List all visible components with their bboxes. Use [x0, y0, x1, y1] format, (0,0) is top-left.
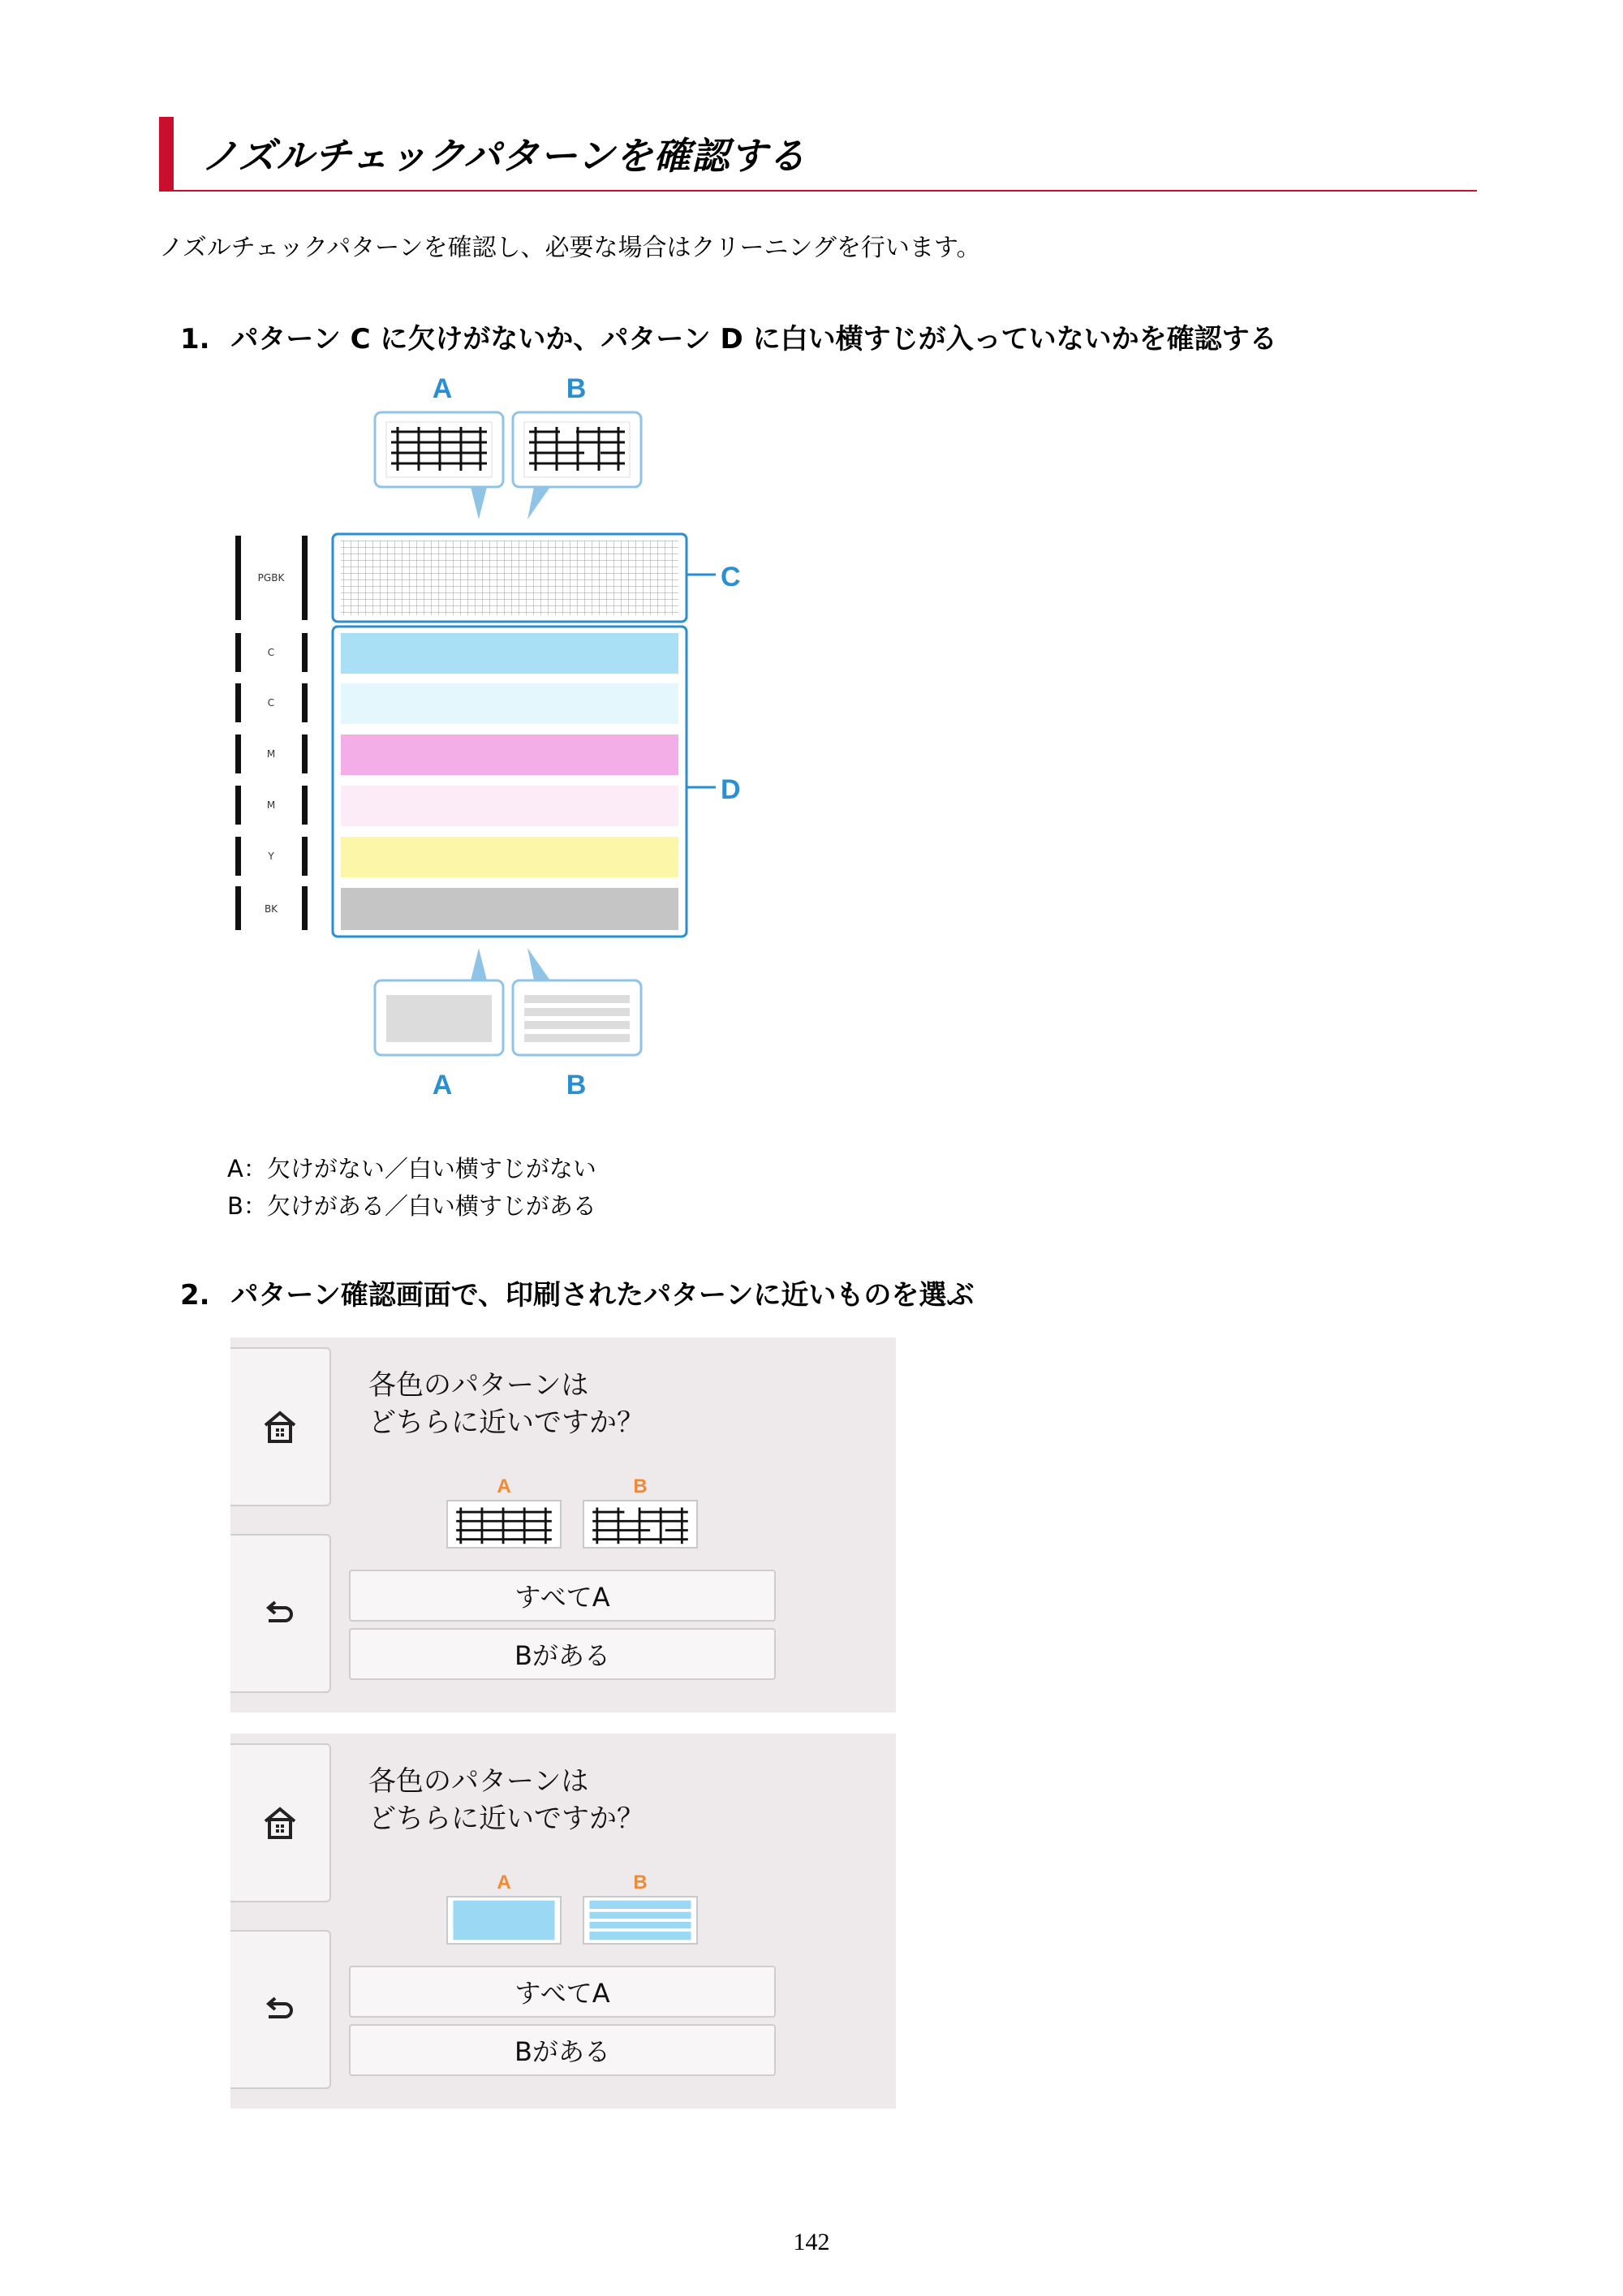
option-a-color-sample — [446, 1896, 562, 1945]
home-icon — [262, 1409, 298, 1445]
step-2-text: パターン確認画面で、印刷されたパターンに近いものを選ぶ — [230, 1279, 975, 1312]
b-exists-button[interactable]: Bがある — [349, 1628, 776, 1680]
legend-a: A：欠けがない／白い横すじがない — [227, 1155, 596, 1182]
top-callout-a — [375, 412, 503, 519]
question-line-2: どちらに近いですか？ — [368, 1803, 644, 1835]
top-label-a: A — [432, 373, 453, 404]
option-a-grid-sample — [446, 1500, 562, 1549]
bottom-label-a: A — [432, 1070, 453, 1101]
row-label-y: Y — [268, 851, 274, 862]
step-1 — [180, 317, 1277, 356]
row-label-m1: M — [266, 748, 276, 760]
option-a-sample — [443, 1475, 565, 1550]
option-b-sample — [579, 1872, 701, 1946]
pattern-c — [333, 534, 741, 622]
b-exists-button[interactable]: Bがある — [349, 2024, 776, 2076]
option-a-label: A — [497, 1475, 511, 1497]
question-line-2: どちらに近いですか？ — [368, 1406, 644, 1439]
step-1-text: パターン C に欠けがないか、パターン D に白い横すじが入っていないかを確認する — [230, 323, 1277, 355]
option-b-grid-sample — [583, 1500, 698, 1549]
pattern-confirm-screen-1 — [230, 1338, 896, 1712]
nozzle-check-pattern-diagram — [219, 365, 787, 1112]
option-b-label: B — [633, 1475, 648, 1497]
pattern-d — [333, 627, 741, 937]
step-1-number: 1. — [180, 323, 210, 355]
intro-text: ノズルチェックパターンを確認し、必要な場合はクリーニングを行います。 — [159, 234, 981, 262]
title-accent-bar — [159, 117, 174, 190]
page-title: ノズルチェックパターンを確認する — [201, 134, 807, 178]
option-a-label: A — [497, 1872, 511, 1893]
all-a-button[interactable]: すべてA — [349, 1966, 776, 2018]
question-line-1: 各色のパターンは — [368, 1369, 589, 1402]
pattern-c-label: C — [721, 562, 741, 592]
question-text — [368, 1367, 644, 1441]
row-label-c2: C — [267, 697, 275, 709]
step-2-number: 2. — [180, 1279, 210, 1312]
all-a-button[interactable]: すべてA — [349, 1570, 776, 1622]
pattern-confirm-screen-2 — [230, 1734, 896, 2109]
row-label-m2: M — [266, 799, 276, 811]
option-b-label: B — [633, 1872, 648, 1893]
back-button[interactable] — [230, 1930, 331, 2089]
bottom-callout-b — [513, 948, 641, 1055]
question-line-1: 各色のパターンは — [368, 1765, 589, 1798]
page-number: 142 — [793, 2229, 830, 2255]
top-callout-b — [513, 412, 641, 519]
bottom-callout-a — [375, 948, 503, 1055]
home-icon — [262, 1805, 298, 1841]
step-2 — [180, 1273, 974, 1312]
option-a-sample — [443, 1872, 565, 1946]
back-icon — [264, 1996, 296, 2023]
pattern-d-label: D — [721, 774, 741, 805]
question-text — [368, 1763, 644, 1837]
top-label-b: B — [566, 373, 587, 404]
home-button[interactable] — [230, 1347, 331, 1506]
bottom-label-b: B — [566, 1070, 587, 1101]
back-icon — [264, 1600, 296, 1627]
back-button[interactable] — [230, 1534, 331, 1693]
option-b-color-sample — [583, 1896, 698, 1945]
row-label-pgbk: PGBK — [257, 572, 285, 584]
section-title-block — [159, 117, 1477, 192]
option-b-sample — [579, 1475, 701, 1550]
row-label-bk: BK — [264, 903, 278, 915]
home-button[interactable] — [230, 1743, 331, 1902]
legend-b: B：欠けがある／白い横すじがある — [227, 1192, 596, 1220]
row-label-c1: C — [267, 647, 275, 658]
